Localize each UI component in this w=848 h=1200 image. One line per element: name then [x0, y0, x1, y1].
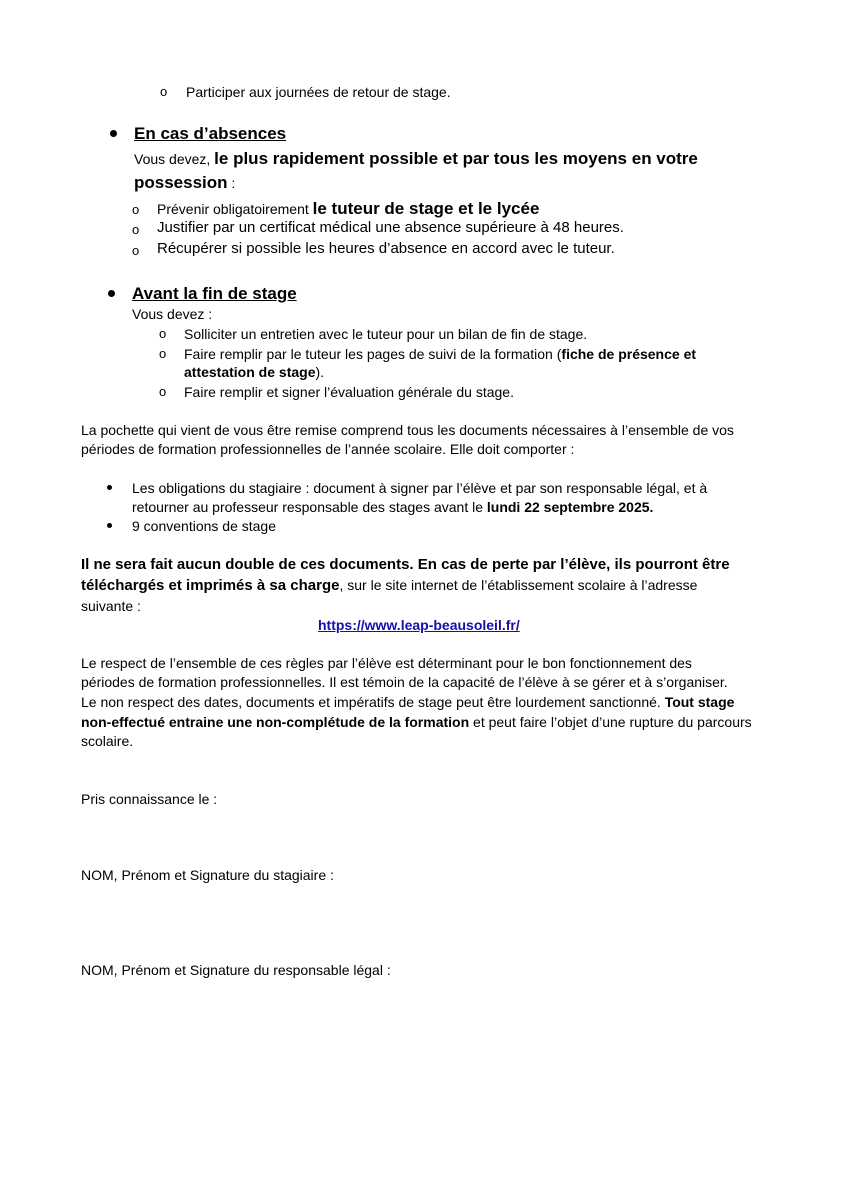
list-item — [157, 198, 539, 220]
bold-text: lundi 22 septembre 2025. — [486, 499, 654, 515]
text: retourner au professeur responsable des stages avant le — [132, 499, 487, 515]
list-item — [184, 345, 696, 363]
circle-bullet-icon: o — [132, 222, 140, 237]
list-item: Participer aux journées de retour de stage. — [186, 84, 451, 100]
text: et peut faire l’objet d’une rupture du parcours — [469, 714, 752, 730]
double-line3: suivante : — [81, 598, 141, 614]
website-link-row — [318, 616, 520, 634]
circle-bullet-icon: o — [132, 243, 140, 258]
text: Le non respect des dates, documents et impératifs de stage peut être lourdement sanctionné. — [81, 694, 665, 710]
bold-text: le tuteur de stage et le lycée — [312, 199, 540, 218]
pris-connaissance-label: Pris connaissance le : — [81, 791, 218, 807]
text: Faire remplir par le tuteur les pages de suivi de la formation ( — [184, 346, 562, 362]
pochette-line2: périodes de formation professionnelles de l’année scolaire. Elle doit comporter : — [81, 441, 575, 457]
list-item: 9 conventions de stage — [132, 518, 276, 534]
text: Vous devez, — [134, 151, 215, 167]
section-heading-absences — [134, 123, 286, 145]
circle-bullet-icon: o — [159, 326, 167, 341]
text: ). — [315, 364, 325, 380]
respect-line2: périodes de formation professionnelles. Il est témoin de la capacité de l’élève à se gérer et à s’organiser. — [81, 674, 728, 690]
bold-text: possession — [134, 173, 228, 192]
text: , sur le site internet de l’établissement scolaire à l’adresse — [339, 577, 698, 593]
bullet-icon — [108, 290, 115, 297]
bold-text: non-effectué entraine une non-complétude de la formation — [81, 714, 470, 730]
list-item: Récupérer si possible les heures d’absence en accord avec le tuteur. — [157, 240, 615, 257]
website-link[interactable]: https://www.leap-beausoleil.fr/ — [318, 617, 520, 633]
bullet-icon — [110, 130, 117, 137]
circle-bullet-icon: o — [159, 384, 167, 399]
circle-bullet-icon: o — [132, 202, 140, 217]
respect-line5: scolaire. — [81, 733, 134, 749]
circle-bullet-icon: o — [160, 84, 168, 99]
circle-bullet-icon: o — [159, 346, 167, 361]
section-heading-fin-de-stage — [132, 283, 297, 305]
heading-text: Avant la fin de stage — [132, 284, 297, 303]
bold-text: Tout stage — [664, 694, 735, 710]
text: Prévenir obligatoirement — [157, 201, 313, 217]
absences-intro-line2 — [134, 172, 235, 194]
heading-text: En cas d’absences — [134, 124, 287, 143]
list-item: Les obligations du stagiaire : document à signer par l’élève et par son responsable légal, et à — [132, 480, 708, 496]
signature-stagiaire-label: NOM, Prénom et Signature du stagiaire : — [81, 867, 334, 883]
fin-intro: Vous devez : — [132, 306, 213, 322]
list-item-continuation — [184, 363, 324, 381]
list-item: Solliciter un entretien avec le tuteur pour un bilan de fin de stage. — [184, 326, 588, 342]
bold-text: le plus rapidement possible et par tous les moyens en votre — [214, 149, 698, 168]
signature-responsable-label: NOM, Prénom et Signature du responsable légal : — [81, 962, 391, 978]
bullet-icon — [107, 485, 112, 490]
bullet-icon — [107, 523, 112, 528]
absences-intro-line1 — [134, 148, 698, 170]
bold-text: téléchargés et imprimés à sa charge — [81, 577, 340, 594]
respect-line1: Le respect de l’ensemble de ces règles par l’élève est déterminant pour le bon fonctionnement des — [81, 655, 692, 671]
double-line1: Il ne sera fait aucun double de ces documents. En cas de perte par l’élève, ils pourront être — [81, 556, 730, 573]
bold-text: attestation de stage — [184, 364, 316, 380]
double-line2 — [81, 576, 697, 595]
respect-line4 — [81, 713, 752, 731]
respect-line3 — [81, 693, 734, 711]
pochette-line1: La pochette qui vient de vous être remise comprend tous les documents nécessaires à l’ensemble de vos — [81, 422, 734, 438]
list-item-continuation — [132, 498, 653, 516]
bold-text: fiche de présence et — [561, 346, 697, 362]
list-item: Justifier par un certificat médical une absence supérieure à 48 heures. — [157, 219, 624, 236]
list-item: Faire remplir et signer l’évaluation générale du stage. — [184, 384, 514, 400]
text: : — [227, 175, 236, 191]
